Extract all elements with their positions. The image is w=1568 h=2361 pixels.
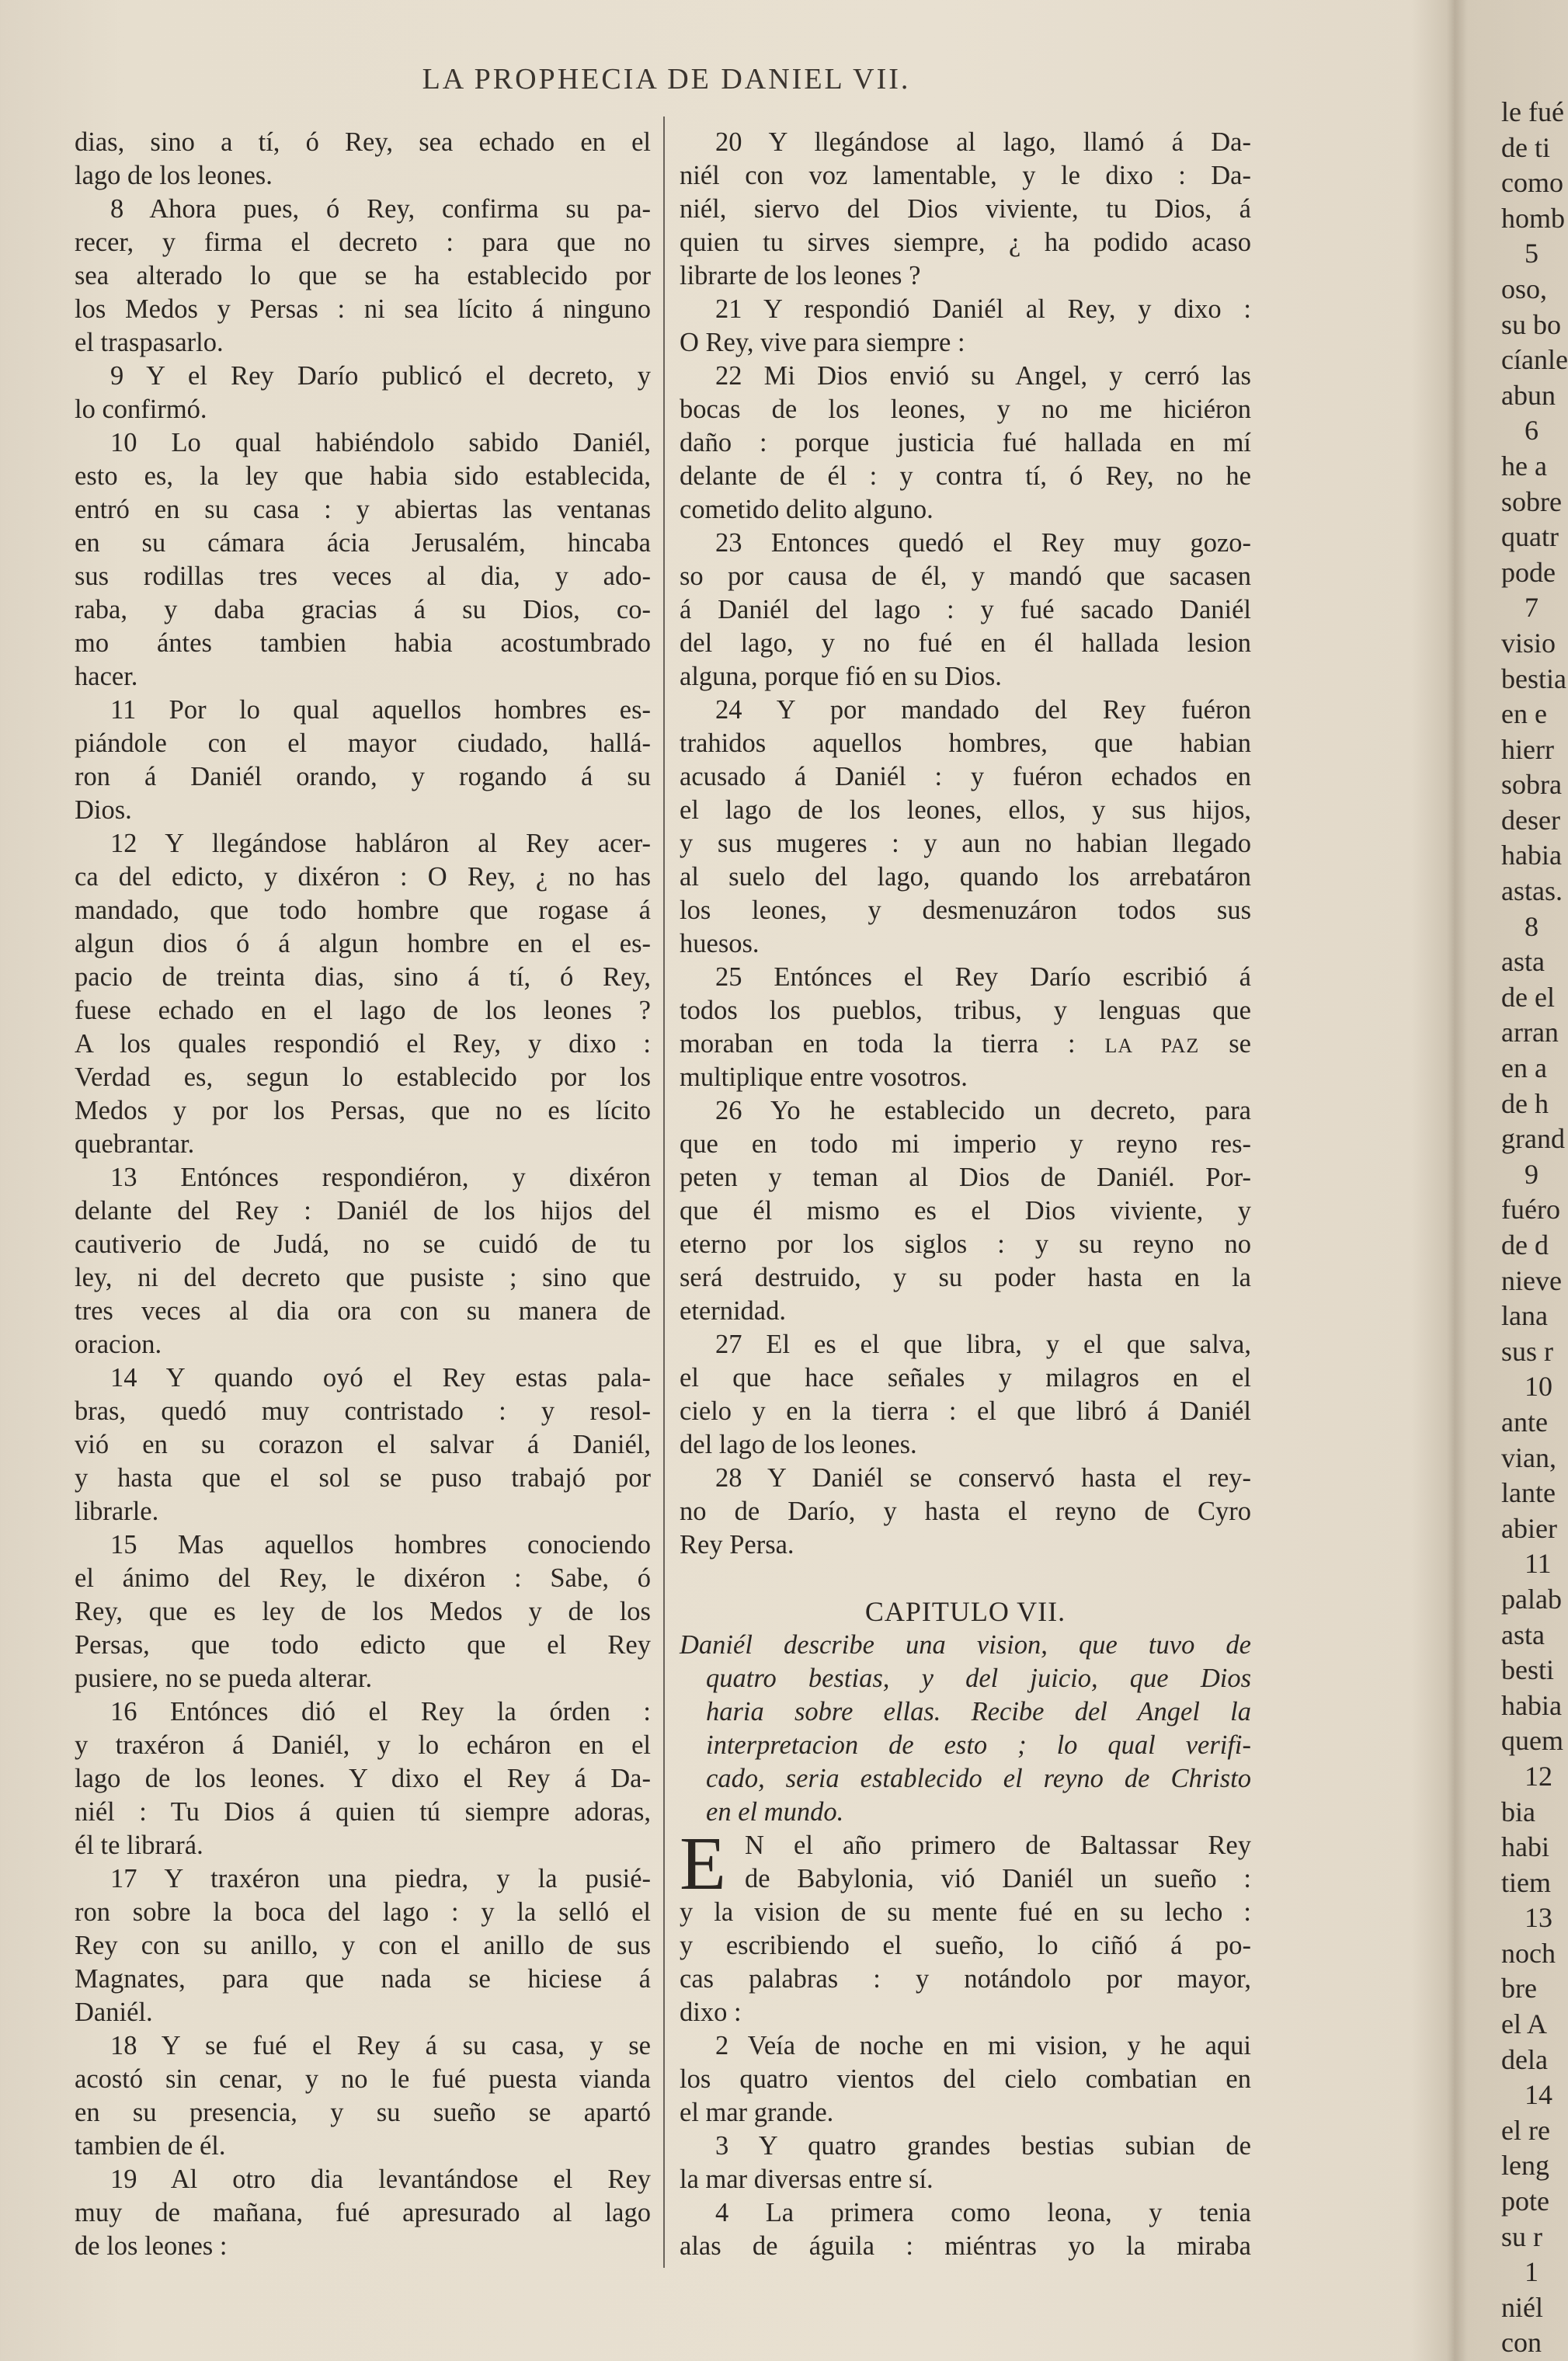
text-line: 21 Y respondió Daniél al Rey, y dixo : <box>715 294 1251 324</box>
facing-page-line: fuéro <box>1501 1194 1560 1226</box>
text-line: fuese echado en el lago de los leones ? <box>75 996 651 1025</box>
text-line: moraban en toda la tierra : LA PAZ se <box>680 1029 1251 1059</box>
text-line: acusado á Daniél : y fuéron echados en <box>680 762 1251 791</box>
text-line: del lago, y no fué en él hallada lesion <box>680 628 1251 658</box>
text-line: 4 La primera como leona, y tenia <box>715 2198 1251 2227</box>
facing-page-line: de ti <box>1501 131 1550 163</box>
text-line: ron sobre la boca del lago : y la selló el <box>75 1897 651 1927</box>
text-line: que él mismo es el Dios viviente, y <box>680 1196 1251 1226</box>
text-line: cado, seria establecido el reyno de Christo <box>706 1764 1251 1793</box>
facing-page-line: deser <box>1501 804 1560 836</box>
text-line: Rey, que es ley de los Medos y de los <box>75 1597 651 1626</box>
text-line: 22 Mi Dios envió su Angel, y cerró las <box>715 361 1251 391</box>
verse-paragraph <box>680 694 1251 961</box>
text-line: á Daniél del lago : y fué sacado Daniél <box>680 595 1251 624</box>
text-line: dixo : <box>680 1998 742 2027</box>
text-line: vió en su corazon el salvar á Daniél, <box>75 1430 651 1459</box>
text-line: 15 Mas aquellos hombres conociendo <box>110 1530 651 1560</box>
text-line: delante del Rey : Daniél de los hijos del <box>75 1196 651 1226</box>
small-caps-text: LA PAZ <box>1104 1034 1200 1057</box>
text-line: sus rodillas tres veces al dia, y ado- <box>75 562 651 591</box>
text-line: alguna, porque fió en su Dios. <box>680 662 1002 691</box>
drop-cap: E <box>680 1822 726 1906</box>
verse-paragraph <box>75 1528 651 1695</box>
text-line: lo confirmó. <box>75 395 207 424</box>
text-line: y traxéron á Daniél, y lo echáron en el <box>75 1730 651 1760</box>
facing-page-line: abun <box>1501 379 1556 411</box>
right-column <box>680 126 1251 2263</box>
facing-page-line: el re <box>1501 2114 1550 2146</box>
text-line: cautiverio de Judá, no se cuidó de tu <box>75 1229 651 1259</box>
text-line: lago de los leones. Y dixo el Rey á Da- <box>75 1764 651 1793</box>
text-line: algun dios ó á algun hombre en el es- <box>75 929 651 958</box>
facing-page-line: ante <box>1501 1406 1548 1438</box>
facing-page-line: 13 <box>1525 1902 1552 1934</box>
text-line: Daniél describe una vision, que tuvo de <box>680 1630 1251 1660</box>
text-line: muy de mañana, fué apresurado al lago <box>75 2198 651 2227</box>
text-line: él te librará. <box>75 1831 203 1860</box>
text-line: niél : Tu Dios á quien tú siempre adoras, <box>75 1797 651 1827</box>
column-divider <box>663 116 665 2268</box>
text-line: cas palabras : y notándolo por mayor, <box>680 1964 1251 1994</box>
text-line: 13 Entónces respondiéron, y dixéron <box>110 1163 651 1192</box>
facing-page-line: lante <box>1501 1477 1556 1509</box>
text-line: en el mundo. <box>706 1797 844 1827</box>
verse-paragraph <box>680 360 1251 527</box>
text-line: hacer. <box>75 662 138 691</box>
text-line: el traspasarlo. <box>75 328 224 357</box>
text-line: de los leones : <box>75 2231 228 2261</box>
text-line <box>680 1562 1251 1595</box>
text-line: 27 El es el que libra, y el que salva, <box>715 1330 1251 1359</box>
facing-page-line: palab <box>1501 1583 1562 1615</box>
text-line: dias, sino a tí, ó Rey, sea echado en el <box>75 127 651 157</box>
text-line: 24 Y por mandado del Rey fuéron <box>715 695 1251 725</box>
facing-page-line: pode <box>1501 556 1556 588</box>
text-line: cielo y en la tierra : el que libró á Daniél <box>680 1396 1251 1426</box>
text-line: delante de él : y contra tí, ó Rey, no he <box>680 461 1251 491</box>
text-line: Dios. <box>75 795 132 825</box>
verse-paragraph <box>75 1161 651 1361</box>
facing-page-line: 11 <box>1525 1548 1552 1580</box>
facing-page-line: vian, <box>1501 1441 1556 1473</box>
facing-page-line: en a <box>1501 1052 1547 1084</box>
text-line: alas de águila : miéntras yo la miraba <box>680 2231 1251 2261</box>
text-line: el ánimo del Rey, le dixéron : Sabe, ó <box>75 1563 651 1593</box>
text-line: ca del edicto, y dixéron : O Rey, ¿ no has <box>75 862 651 892</box>
verse-paragraph <box>680 1328 1251 1462</box>
facing-page-line: asta <box>1501 1619 1545 1650</box>
text-line: quien tu sirves siempre, ¿ ha podido acaso <box>680 228 1251 257</box>
text-line: quebrantar. <box>75 1129 195 1159</box>
text-line: peten y teman al Dios de Daniél. Por- <box>680 1163 1251 1192</box>
text-line: 28 Y Daniél se conservó hasta el rey- <box>715 1463 1251 1493</box>
text-line: y la vision de su mente fué en su lecho : <box>680 1897 1251 1927</box>
text-line: Rey Persa. <box>680 1530 794 1560</box>
text-line: del lago de los leones. <box>680 1430 917 1459</box>
facing-page-line: bia <box>1501 1796 1535 1827</box>
text-line: huesos. <box>680 929 760 958</box>
text-line: librarle. <box>75 1497 159 1526</box>
verse-paragraph <box>680 2196 1251 2263</box>
text-line: ron á Daniél orando, y rogando á su <box>75 762 651 791</box>
text-line: trahidos aquellos hombres, que habian <box>680 728 1251 758</box>
text-line: el que hace señales y milagros en el <box>680 1363 1251 1393</box>
text-line: en su cámara ácia Jerusalém, hincaba <box>75 528 651 558</box>
verse-paragraph <box>75 126 651 193</box>
facing-page-strip <box>1501 95 1568 2361</box>
text-line: la mar diversas entre sí. <box>680 2165 933 2194</box>
verse-paragraph <box>680 293 1251 360</box>
text-line: eternidad. <box>680 1296 786 1326</box>
facing-page-line: besti <box>1501 1654 1554 1686</box>
facing-page-line: bestia <box>1501 662 1566 694</box>
facing-page-line: en e <box>1501 698 1547 730</box>
verse-paragraph <box>680 1822 1251 2029</box>
text-line: de Babylonia, vió Daniél un sueño : <box>745 1864 1251 1893</box>
text-line: O Rey, vive para siempre : <box>680 328 965 357</box>
text-line: 2 Veía de noche en mi vision, y he aqui <box>715 2031 1251 2060</box>
text-line: oracion. <box>75 1330 162 1359</box>
text-line: los Medos y Persas : ni sea lícito á ninguno <box>75 294 651 324</box>
verse-paragraph <box>75 1862 651 2029</box>
verse-paragraph <box>680 1462 1251 1562</box>
verse-paragraph <box>680 527 1251 694</box>
text-line: y sus mugeres : y aun no habian llegado <box>680 829 1251 858</box>
text-line: lago de los leones. <box>75 161 273 190</box>
text-line: 11 Por lo qual aquellos hombres es- <box>110 695 651 725</box>
text-line: al suelo del lago, quando los arrebatáron <box>680 862 1251 892</box>
facing-page-line: noch <box>1501 1937 1556 1969</box>
text-line: 26 Yo he establecido un decreto, para <box>715 1096 1251 1125</box>
facing-page-line: niél <box>1501 2291 1543 2323</box>
text-line: 18 Y se fué el Rey á su casa, y se <box>110 2031 651 2060</box>
text-line: 14 Y quando oyó el Rey estas pala- <box>110 1363 651 1393</box>
facing-page-line: visio <box>1501 627 1556 659</box>
text-line: Medos y por los Persas, que no es lícito <box>75 1096 651 1125</box>
text-line: niél con voz lamentable, y le dixo : Da- <box>680 161 1251 190</box>
verse-paragraph <box>75 193 651 360</box>
facing-page-line: 5 <box>1525 238 1538 269</box>
facing-page-line: tiem <box>1501 1866 1551 1898</box>
text-line: 23 Entonces quedó el Rey muy gozo- <box>715 528 1251 558</box>
text-line: cometido delito alguno. <box>680 495 933 524</box>
text-line: quatro bestias, y del juicio, que Dios <box>706 1664 1251 1693</box>
text-line: será destruido, y su poder hasta en la <box>680 1263 1251 1292</box>
facing-page-line: de el <box>1501 981 1555 1013</box>
text-line: Magnates, para que nada se hiciese á <box>75 1964 651 1994</box>
text-line: los quatro vientos del cielo combatian en <box>680 2064 1251 2094</box>
text-line: 10 Lo qual habiéndolo sabido Daniél, <box>110 428 651 457</box>
facing-page-line: he a <box>1501 450 1547 482</box>
text-line: bocas de los leones, y no me hiciéron <box>680 395 1251 424</box>
verse-paragraph <box>680 126 1251 293</box>
facing-page-line: habia <box>1501 1689 1562 1721</box>
facing-page-line: astas. <box>1501 875 1563 907</box>
chapter-summary <box>680 1629 1251 1829</box>
verse-paragraph <box>680 2029 1251 2130</box>
text-line: el lago de los leones, ellos, y sus hijos, <box>680 795 1251 825</box>
text-line: en su presencia, y su sueño se apartó <box>75 2098 651 2127</box>
facing-page-line: 6 <box>1525 415 1538 447</box>
text-line: Persas, que todo edicto que el Rey <box>75 1630 651 1660</box>
facing-page-line: su bo <box>1501 308 1562 340</box>
text-line: 12 Y llegándose habláron al Rey acer- <box>110 829 651 858</box>
facing-page-line: lana <box>1501 1300 1548 1332</box>
facing-page-line: nieve <box>1501 1264 1562 1296</box>
facing-page-line: hierr <box>1501 733 1554 765</box>
verse-paragraph <box>75 694 651 827</box>
facing-page-line: 7 <box>1525 592 1538 624</box>
text-line: sea alterado lo que se ha establecido por <box>75 261 651 290</box>
facing-page-line: su r <box>1501 2220 1542 2252</box>
facing-page-line: arran <box>1501 1017 1559 1048</box>
facing-page-line: sus r <box>1501 1335 1554 1367</box>
text-line: mandado, que todo hombre que rogase á <box>75 895 651 925</box>
verse-paragraph <box>680 2130 1251 2196</box>
text-line: haria sobre ellas. Recibe del Angel la <box>706 1697 1251 1726</box>
verse-paragraph <box>75 1695 651 1862</box>
chapter-heading <box>680 1595 1251 1629</box>
text-line: ley, ni del decreto que pusiste ; sino que <box>75 1263 651 1292</box>
text-line: 9 Y el Rey Darío publicó el decreto, y <box>110 361 651 391</box>
facing-page-line: abier <box>1501 1512 1557 1544</box>
facing-page-line: oso, <box>1501 273 1548 304</box>
verse-paragraph <box>75 1361 651 1528</box>
verse-paragraph <box>75 2029 651 2163</box>
verse-paragraph <box>680 961 1251 1094</box>
text-line: pacio de treinta dias, sino á tí, ó Rey, <box>75 962 651 992</box>
chapter-title: CAPITULO VII. <box>864 1596 1066 1627</box>
facing-page-line: homb <box>1501 202 1566 234</box>
facing-page-line: grand <box>1501 1123 1565 1155</box>
text-line: tres veces al dia ora con su manera de <box>75 1296 651 1326</box>
running-header: LA PROPHECIA DE DANIEL VII. <box>422 63 911 96</box>
facing-page-line: leng <box>1501 2150 1549 2182</box>
facing-page-line: bre <box>1501 1973 1537 2005</box>
text-line: eterno por los siglos : y su reyno no <box>680 1229 1251 1259</box>
facing-page-line: 14 <box>1525 2079 1552 2111</box>
facing-page-line: 8 <box>1525 910 1538 942</box>
text-line: recer, y firma el decreto : para que no <box>75 228 651 257</box>
text-line: todos los pueblos, tribus, y lenguas que <box>680 996 1251 1025</box>
text-line: 20 Y llegándose al lago, llamó á Da- <box>715 127 1251 157</box>
text-line: que en todo mi imperio y reyno res- <box>680 1129 1251 1159</box>
text-line: raba, y daba gracias á su Dios, co- <box>75 595 651 624</box>
text-line: niél, siervo del Dios viviente, tu Dios, á <box>680 194 1251 224</box>
text-line: y escribiendo el sueño, lo ciñó á po- <box>680 1931 1251 1960</box>
facing-page-line: 1 <box>1525 2256 1538 2288</box>
text-line: tambien de él. <box>75 2131 226 2161</box>
text-line: 3 Y quatro grandes bestias subian de <box>715 2131 1251 2161</box>
facing-page-line: pote <box>1501 2185 1549 2217</box>
text-line: 19 Al otro dia levantándose el Rey <box>110 2165 651 2194</box>
facing-page-line: quem <box>1501 1725 1563 1757</box>
text-line: 25 Entónces el Rey Darío escribió á <box>715 962 1251 992</box>
verse-paragraph <box>75 827 651 1161</box>
text-line: los leones, y desmenuzáron todos sus <box>680 895 1251 925</box>
text-line: mo ántes tambien habia acostumbrado <box>75 628 651 658</box>
text-line: Rey con su anillo, y con el anillo de sus <box>75 1931 651 1960</box>
facing-page-line: con <box>1501 2327 1542 2359</box>
spacer <box>680 1562 1251 1595</box>
facing-page-line: sobre <box>1501 485 1562 517</box>
verse-paragraph <box>75 360 651 426</box>
facing-page-line: 12 <box>1525 1760 1552 1792</box>
text-line: bras, quedó muy contristado : y resol- <box>75 1396 651 1426</box>
facing-page-line: sobra <box>1501 769 1562 801</box>
facing-page-line: le fué <box>1501 96 1564 127</box>
text-line: daño : porque justicia fué hallada en mí <box>680 428 1251 457</box>
text-line: 17 Y traxéron una piedra, y la pusié- <box>110 1864 651 1893</box>
verse-paragraph <box>75 2163 651 2263</box>
facing-page-line: 9 <box>1525 1158 1538 1190</box>
text-line: entró en su casa : y abiertas las ventanas <box>75 495 651 524</box>
facing-page-line: cíanle <box>1501 344 1568 376</box>
text-line: 16 Entónces dió el Rey la órden : <box>110 1697 651 1726</box>
facing-page-line: de h <box>1501 1087 1549 1119</box>
facing-page-line: dela <box>1501 2043 1548 2075</box>
text-line: A los quales respondió el Rey, y dixo : <box>75 1029 651 1059</box>
text-line: Verdad es, segun lo establecido por los <box>75 1062 651 1092</box>
facing-page-line: como <box>1501 167 1563 199</box>
text-line: 8 Ahora pues, ó Rey, confirma su pa- <box>110 194 651 224</box>
text-line: E N el año primero de Baltassar Rey <box>680 1822 1251 1906</box>
text-line: no de Darío, y hasta el reyno de Cyro <box>680 1497 1251 1526</box>
facing-page-line: habi <box>1501 1831 1549 1863</box>
text-line: y hasta que el sol se puso trabajó por <box>75 1463 651 1493</box>
facing-page-line: habia <box>1501 840 1562 871</box>
verse-paragraph <box>680 1094 1251 1328</box>
facing-page-line: 10 <box>1525 1371 1552 1403</box>
left-column <box>75 126 651 2263</box>
text-line: piándole con el mayor ciudado, hallá- <box>75 728 651 758</box>
text-line: librarte de los leones ? <box>680 261 921 290</box>
facing-page-line: de d <box>1501 1229 1549 1260</box>
text-line: el mar grande. <box>680 2098 834 2127</box>
text-line: esto es, la ley que habia sido establecida, <box>75 461 651 491</box>
text-line: multiplique entre vosotros. <box>680 1062 968 1092</box>
text-line: so por causa de él, y mandó que sacasen <box>680 562 1251 591</box>
facing-page-line: asta <box>1501 946 1545 978</box>
text-line: pusiere, no se pueda alterar. <box>75 1664 373 1693</box>
text-line: Daniél. <box>75 1998 153 2027</box>
text-line: acostó sin cenar, y no le fué puesta vianda <box>75 2064 651 2094</box>
facing-page-line: quatr <box>1501 521 1559 553</box>
verse-paragraph <box>75 426 651 694</box>
facing-page-line: el A <box>1501 2008 1547 2040</box>
text-line: interpretacion de esto ; lo qual verifi- <box>706 1730 1251 1760</box>
